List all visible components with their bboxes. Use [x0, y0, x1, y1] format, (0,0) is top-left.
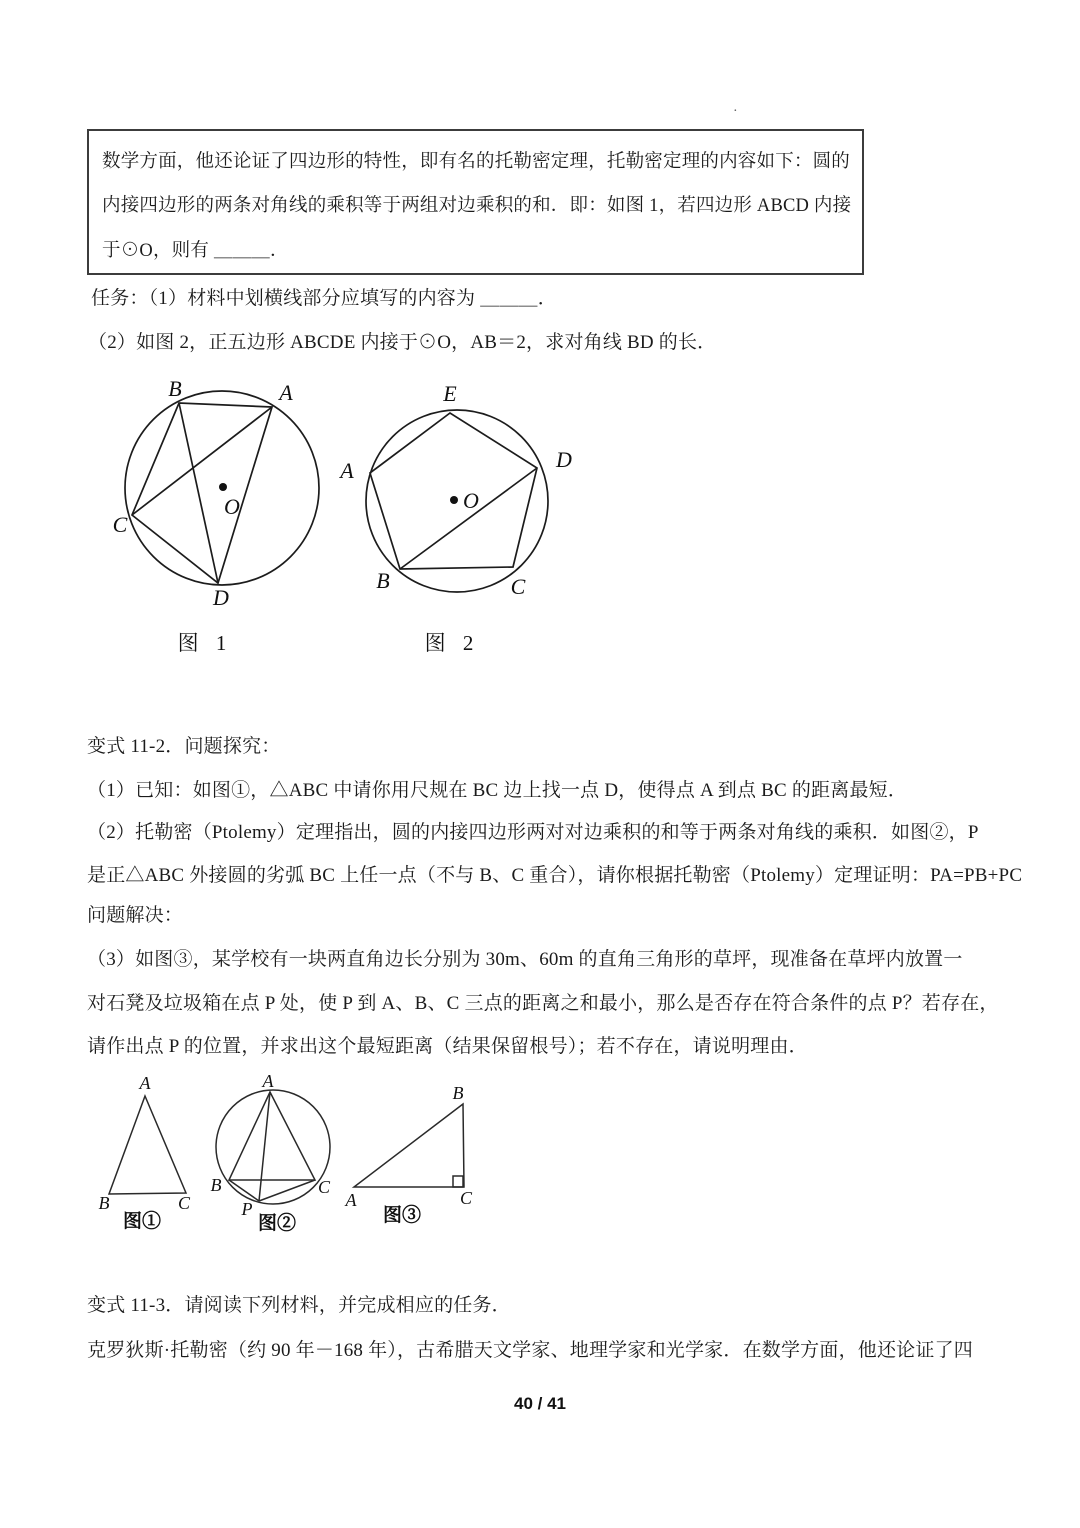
small-figure-2-label-p: P [241, 1199, 253, 1219]
figure-2-label-e: E [443, 381, 457, 406]
material-line-3: 于⊙O，则有 ＿＿＿． [102, 241, 289, 261]
small-figures-diagram [95, 1075, 515, 1240]
figure-1-label-b: B [168, 376, 182, 401]
small-figure-2-triangle [229, 1092, 315, 1180]
variation-11-2-item2-line2: 是正△ABC 外接圆的劣弧 BC 上任一点（不与 B、C 重合），请你根据托勒密（Ptolemy）定理证明：PA=PB+PC [87, 865, 1023, 886]
figure-1-caption: 图 1 [177, 631, 233, 655]
small-figure-1-shape [109, 1096, 186, 1194]
small-figure-2-circle-triangle [211, 1075, 331, 1234]
small-figure-2-label-a: A [262, 1075, 274, 1091]
small-figure-1-label-a: A [139, 1075, 151, 1093]
small-figure-2-segment-bp [229, 1180, 259, 1201]
small-figure-2-segment-cp [259, 1180, 315, 1201]
figure-1-inscribed-quadrilateral [113, 376, 319, 655]
main-figures-diagram [95, 372, 615, 672]
figure-2-label-d: D [556, 447, 572, 472]
figure-1-label-a: A [279, 380, 293, 405]
figure-1-center-dot [219, 483, 227, 491]
figure-1-label-c: C [112, 512, 128, 537]
figure-2-label-b: B [376, 568, 390, 593]
material-line-1: 数学方面，他还论证了四边形的特性，即有名的托勒密定理，托勒密定理的内容如下：圆的 [102, 152, 851, 172]
small-figure-3-caption: 图③ [382, 1205, 422, 1226]
small-figure-2-caption: 图② [257, 1213, 297, 1234]
small-figure-3-shape [354, 1104, 464, 1187]
small-figure-3-right-angle-mark [453, 1176, 463, 1187]
figure-2-inscribed-pentagon [338, 381, 572, 655]
page-number: 40 / 41 [514, 1394, 566, 1413]
variation-11-3-body: 克罗狄斯·托勒密（约 90 年－168 年），古希腊天文学家、地理学家和光学家．在数学方面，他还论证了四 [87, 1340, 973, 1361]
variation-11-3-title: 变式 11-3．请阅读下列材料，并完成相应的任务． [87, 1295, 511, 1316]
material-line-2: 内接四边形的两条对角线的乘积等于两组对边乘积的和．即：如图 1，若四边形 ABCD 内接 [102, 196, 852, 216]
stray-mark: · [733, 104, 738, 119]
figure-2-center-dot [450, 496, 458, 504]
variation-11-2-item1: （1）已知：如图①，△ABC 中请你用尺规在 BC 边上找一点 D，使得点 A 到点 BC 的距离最短． [87, 780, 908, 801]
variation-11-2-item2-line3: 问题解决： [87, 905, 184, 926]
task-line-1: 任务：（1）材料中划横线部分应填写的内容为 ＿＿＿． [91, 288, 557, 309]
figure-2-pentagon [370, 413, 537, 569]
small-figure-3-right-triangle [345, 1083, 473, 1226]
variation-11-2-title: 变式 11-2．问题探究： [87, 736, 281, 757]
figure-2-label-c: C [510, 574, 526, 599]
material-box [87, 129, 864, 275]
small-figure-3-label-c: C [459, 1188, 473, 1208]
small-figure-2-label-b: B [210, 1175, 222, 1195]
variation-11-2-item3-line3: 请作出点 P 的位置，并求出这个最短距离（结果保留根号）；若不存在，请说明理由． [87, 1036, 808, 1057]
small-figure-2-circle [216, 1090, 330, 1204]
figure-2-label-a: A [340, 458, 354, 483]
variation-11-2-item2-line1: （2）托勒密（Ptolemy）定理指出，圆的内接四边形两对对边乘积的和等于两条对角线的乘积．如图②，P [87, 822, 979, 843]
variation-11-2-item3-line2: 对石凳及垃圾箱在点 P 处，使 P 到 A、B、C 三点的距离之和最小，那么是否存在符合条件的点 P？若存在， [87, 993, 999, 1014]
figure-1-label-d: D [213, 585, 229, 610]
task-line-2: （2）如图 2，正五边形 ABCDE 内接于⊙O，AB＝2，求对角线 BD 的长． [88, 332, 717, 353]
variation-11-2-item3-line1: （3）如图③，某学校有一块两直角边长分别为 30m、60m 的直角三角形的草坪，现准备在草坪内放置一 [87, 949, 963, 970]
figure-1-diagonal-ac [132, 407, 272, 515]
small-figure-3-label-b: B [452, 1083, 464, 1103]
small-figure-1-label-b: B [98, 1193, 110, 1213]
small-figure-1-triangle [99, 1075, 191, 1232]
small-figure-1-label-c: C [177, 1193, 191, 1213]
small-figure-1-caption: 图① [122, 1211, 162, 1232]
figure-2-label-o: O [463, 488, 479, 513]
small-figure-2-segment-ap [259, 1092, 270, 1201]
figure-1-label-o: O [224, 494, 240, 519]
small-figure-3-label-a: A [345, 1190, 357, 1210]
small-figure-2-label-c: C [317, 1177, 331, 1197]
figure-2-caption: 图 2 [424, 631, 480, 655]
